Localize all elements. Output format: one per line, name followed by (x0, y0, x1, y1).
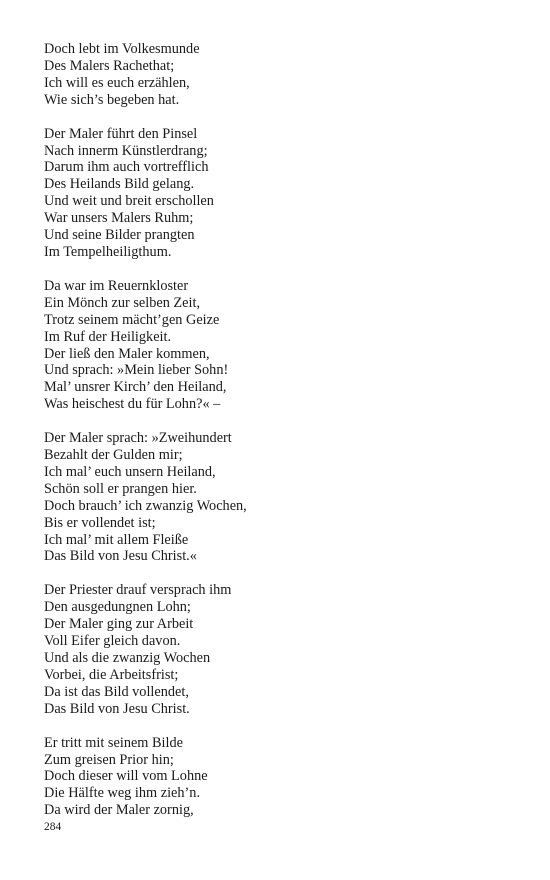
stanza (44, 735, 524, 820)
stanza (44, 126, 524, 261)
verse-line: Da ist das Bild vollendet, (44, 683, 189, 700)
verse-line: Und als die zwanzig Wochen (44, 650, 211, 666)
verse-line: Bezahlt der Gulden mir; (44, 447, 183, 464)
verse-line: Da wird der Maler zornig, (44, 802, 194, 819)
verse-line: Wie sich’s begeben hat. (44, 91, 180, 108)
verse-line: Den ausgedungnen Lohn; (44, 599, 191, 616)
verse-line: Vorbei, die Arbeitsfrist; (44, 666, 179, 683)
verse-line: Das Bild von Jesu Christ.« (44, 548, 197, 565)
verse-line: Darum ihm auch vortrefflich (44, 159, 209, 176)
stanza (44, 582, 524, 717)
verse-line: Doch lebt im Volkesmunde (44, 41, 200, 57)
verse-line: Und sprach: »Mein lieber Sohn! (44, 362, 229, 379)
verse-line: Die Hälfte weg ihm zieh’n. (44, 785, 201, 802)
verse-line: Ich will es euch erzählen, (44, 74, 190, 91)
verse-line: Da war im Reuernkloster (44, 277, 189, 294)
verse-line: Ich mal’ euch unsern Heiland, (44, 463, 216, 480)
verse-line: Und weit und breit erschollen (44, 193, 214, 210)
stanza (44, 278, 524, 413)
stanza (44, 430, 524, 565)
verse-line: Doch dieser will vom Lohne (44, 768, 208, 785)
verse-line: Er tritt mit seinem Bilde (44, 734, 183, 751)
verse-line: Bis er vollendet ist; (44, 514, 156, 531)
verse-line: Ich mal’ mit allem Fleiße (44, 531, 189, 548)
verse-line: Der ließ den Maler kommen, (44, 345, 210, 362)
verse-line: Des Malers Rachethat; (44, 57, 175, 74)
verse-line: Und seine Bilder prangten (44, 227, 195, 244)
poem-text (44, 41, 524, 836)
verse-line: Der Maler ging zur Arbeit (44, 616, 194, 633)
verse-line: War unsers Malers Ruhm; (44, 210, 194, 227)
verse-line: Nach innerm Künstlerdrang; (44, 142, 208, 159)
verse-line: Der Priester drauf versprach ihm (44, 582, 232, 599)
page-number: 284 (44, 821, 62, 833)
verse-line: Schön soll er prangen hier. (44, 480, 197, 497)
verse-line: Der Maler sprach: »Zweihundert (44, 430, 232, 447)
verse-line: Zum greisen Prior hin; (44, 751, 174, 768)
verse-line: Der Maler führt den Pinsel (44, 125, 198, 142)
verse-line: Das Bild von Jesu Christ. (44, 700, 190, 717)
verse-line: Voll Eifer gleich davon. (44, 633, 181, 650)
verse-line: Des Heilands Bild gelang. (44, 176, 195, 193)
verse-line: Trotz seinem mächt’gen Geize (44, 311, 220, 328)
verse-line: Im Ruf der Heiligkeit. (44, 328, 172, 345)
stanza (44, 41, 524, 109)
verse-line: Ein Mönch zur selben Zeit, (44, 294, 201, 311)
verse-line: Was heischest du für Lohn?« – (44, 396, 221, 413)
verse-line: Mal’ unsrer Kirch’ den Heiland, (44, 379, 227, 396)
verse-line: Im Tempelheiligthum. (44, 243, 172, 260)
verse-line: Doch brauch’ ich zwanzig Wochen, (44, 497, 247, 514)
